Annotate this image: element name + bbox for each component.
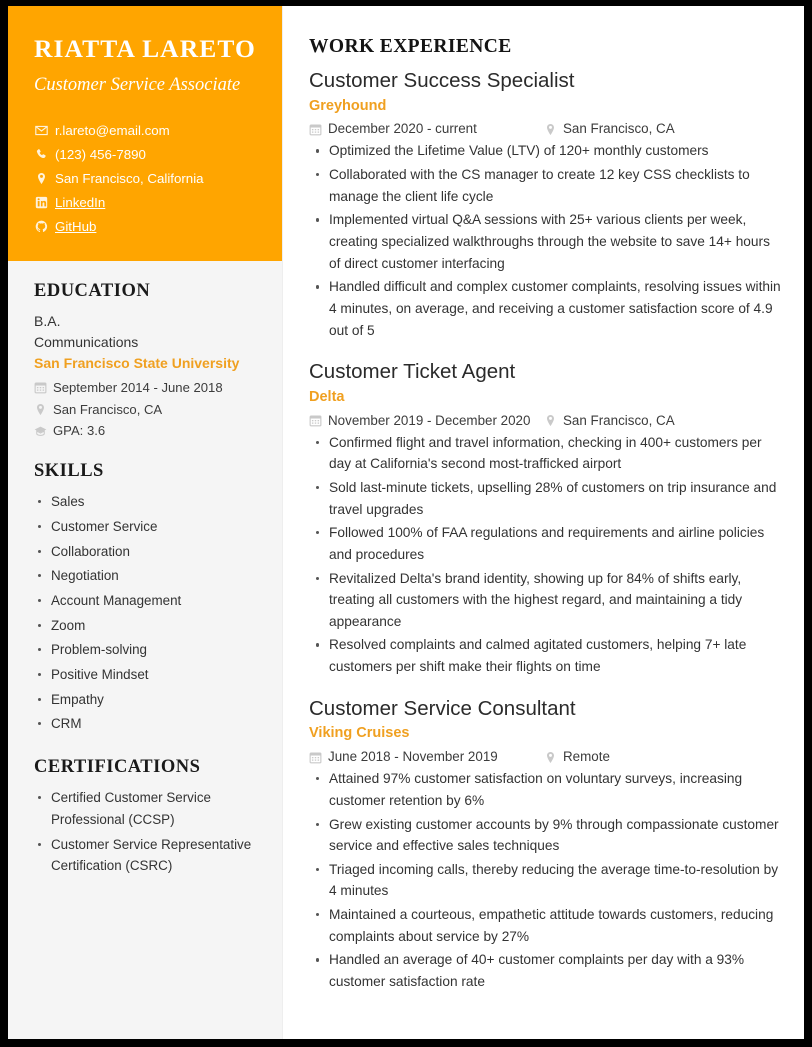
graduation-cap-icon bbox=[34, 425, 47, 438]
contact-value[interactable]: GitHub bbox=[55, 218, 97, 234]
education-school: San Francisco State University bbox=[34, 355, 240, 372]
skills-heading: SKILLS bbox=[34, 461, 104, 482]
education-degree-line-1: B.A. bbox=[34, 312, 61, 329]
skill-item: Problem-solving bbox=[34, 639, 256, 661]
github-icon bbox=[34, 220, 48, 234]
linkedin-icon bbox=[34, 196, 48, 210]
certification-item: Customer Service Representative Certification (CSRC) bbox=[34, 834, 256, 877]
job-dates: November 2019 - December 2020 bbox=[328, 412, 531, 428]
job-entry bbox=[309, 68, 782, 341]
job-bullet: Followed 100% of FAA regulations and requirements and airline policies and procedures bbox=[309, 522, 782, 565]
job-location-cell bbox=[544, 121, 675, 137]
contact-item bbox=[34, 171, 256, 187]
job-bullet-list bbox=[309, 432, 782, 678]
education-meta-text: GPA: 3.6 bbox=[53, 423, 106, 439]
job-dates: June 2018 - November 2019 bbox=[328, 749, 498, 765]
candidate-name: RIATTA LARETO bbox=[34, 34, 256, 63]
candidate-job-title: Customer Service Associate bbox=[34, 75, 241, 96]
education-meta-text: San Francisco, CA bbox=[53, 401, 163, 417]
main-content bbox=[283, 6, 804, 1039]
skill-item: Zoom bbox=[34, 615, 256, 637]
job-bullet: Implemented virtual Q&A sessions with 25+ various clients per week, creating specialized walkthroughs through the website to save 14+ hours of direct customer interfacing bbox=[309, 209, 782, 274]
contact-value: (123) 456-7890 bbox=[55, 146, 146, 162]
contact-value: r.lareto@email.com bbox=[55, 122, 170, 138]
calendar-icon bbox=[309, 123, 322, 136]
job-date-cell bbox=[309, 749, 544, 765]
skill-item: Positive Mindset bbox=[34, 664, 256, 686]
job-bullet: Sold last-minute tickets, upselling 28% of customers on trip insurance and travel upgrades bbox=[309, 477, 782, 520]
job-location: San Francisco, CA bbox=[563, 121, 675, 137]
job-bullet: Maintained a courteous, empathetic attitude towards customers, reducing complaints about service by 27% bbox=[309, 904, 782, 947]
skill-item: CRM bbox=[34, 713, 256, 735]
job-company: Greyhound bbox=[309, 97, 387, 114]
job-role: Customer Success Specialist bbox=[309, 69, 575, 92]
job-bullet-list bbox=[309, 768, 782, 992]
certifications-list bbox=[34, 787, 256, 877]
job-location: Remote bbox=[563, 749, 610, 765]
contact-item bbox=[34, 147, 256, 163]
skill-item: Negotiation bbox=[34, 565, 256, 587]
job-bullet: Revitalized Delta's brand identity, showing up for 84% of shifts early, treating all customers with the highest regard, and maintaining a tidy appearance bbox=[309, 568, 782, 633]
contact-value: San Francisco, California bbox=[55, 170, 204, 186]
education-meta-list bbox=[34, 380, 256, 439]
sidebar bbox=[8, 6, 283, 1039]
job-meta bbox=[309, 749, 782, 765]
skill-item: Customer Service bbox=[34, 516, 256, 538]
job-bullet: Handled difficult and complex customer complaints, resolving issues within 4 minutes, on average, and receiving a customer satisfaction score of 4.9 out of 5 bbox=[309, 276, 782, 341]
job-dates: December 2020 - current bbox=[328, 121, 477, 137]
job-location-cell bbox=[544, 749, 610, 765]
job-bullet: Triaged incoming calls, thereby reducing the average time-to-resolution by 4 minutes bbox=[309, 859, 782, 902]
certifications-heading: CERTIFICATIONS bbox=[34, 757, 201, 778]
sidebar-header-banner bbox=[8, 6, 282, 261]
job-bullet: Confirmed flight and travel information, checking in 400+ customers per day at California's second most-trafficked airport bbox=[309, 432, 782, 475]
education-meta-text: September 2014 - June 2018 bbox=[53, 380, 223, 395]
skill-item: Collaboration bbox=[34, 541, 256, 563]
job-bullet: Grew existing customer accounts by 9% through compassionate customer service and effective sales techniques bbox=[309, 814, 782, 857]
contact-item bbox=[34, 123, 256, 139]
education-meta-line bbox=[34, 423, 256, 439]
job-location: San Francisco, CA bbox=[563, 412, 675, 428]
education-meta-line bbox=[34, 380, 256, 396]
contact-value[interactable]: LinkedIn bbox=[55, 194, 106, 210]
job-bullet: Collaborated with the CS manager to create 12 key CSS checklists to manage the client life cycle bbox=[309, 164, 782, 207]
sidebar-body bbox=[8, 261, 282, 904]
skills-list bbox=[34, 491, 256, 735]
job-location-cell bbox=[544, 413, 675, 429]
skill-item: Empathy bbox=[34, 689, 256, 711]
job-bullet-list bbox=[309, 140, 782, 341]
work-experience-list bbox=[309, 68, 782, 993]
job-meta bbox=[309, 413, 782, 429]
education-section bbox=[34, 281, 256, 440]
job-role: Customer Service Consultant bbox=[309, 696, 576, 720]
job-role: Customer Ticket Agent bbox=[309, 360, 516, 384]
education-degree-line-2: Communications bbox=[34, 333, 139, 350]
calendar-icon bbox=[309, 414, 322, 427]
location-pin-icon bbox=[34, 403, 47, 416]
job-bullet: Attained 97% customer satisfaction on voluntary surveys, increasing customer retention by 6% bbox=[309, 768, 782, 811]
location-pin-icon bbox=[544, 123, 557, 136]
resume-document bbox=[8, 6, 804, 1039]
contact-item[interactable] bbox=[34, 219, 256, 235]
location-pin-icon bbox=[34, 172, 48, 186]
contact-list bbox=[34, 123, 256, 235]
contact-item[interactable] bbox=[34, 195, 256, 211]
certification-item: Certified Customer Service Professional (CCSP) bbox=[34, 787, 256, 830]
location-pin-icon bbox=[544, 751, 557, 764]
calendar-icon bbox=[309, 751, 322, 764]
envelope-icon bbox=[34, 124, 48, 138]
job-entry bbox=[309, 359, 782, 678]
job-date-cell bbox=[309, 121, 544, 137]
calendar-icon bbox=[34, 381, 47, 394]
job-bullet: Optimized the Lifetime Value (LTV) of 120+ monthly customers bbox=[309, 140, 782, 162]
job-bullet: Resolved complaints and calmed agitated customers, helping 7+ late customers per shift make their flights on time bbox=[309, 634, 782, 677]
skills-section bbox=[34, 461, 256, 735]
education-meta-line bbox=[34, 402, 256, 418]
phone-icon bbox=[34, 148, 48, 162]
job-company: Delta bbox=[309, 388, 345, 405]
job-bullet: Handled an average of 40+ customer complaints per day with a 93% customer satisfaction rate bbox=[309, 949, 782, 992]
work-experience-heading: WORK EXPERIENCE bbox=[309, 36, 512, 57]
skill-item: Account Management bbox=[34, 590, 256, 612]
location-pin-icon bbox=[544, 414, 557, 427]
certifications-section bbox=[34, 757, 256, 877]
job-date-cell bbox=[309, 413, 544, 429]
job-entry bbox=[309, 696, 782, 993]
skill-item: Sales bbox=[34, 491, 256, 513]
job-company: Viking Cruises bbox=[309, 725, 410, 742]
education-heading: EDUCATION bbox=[34, 280, 151, 301]
job-meta bbox=[309, 121, 782, 137]
